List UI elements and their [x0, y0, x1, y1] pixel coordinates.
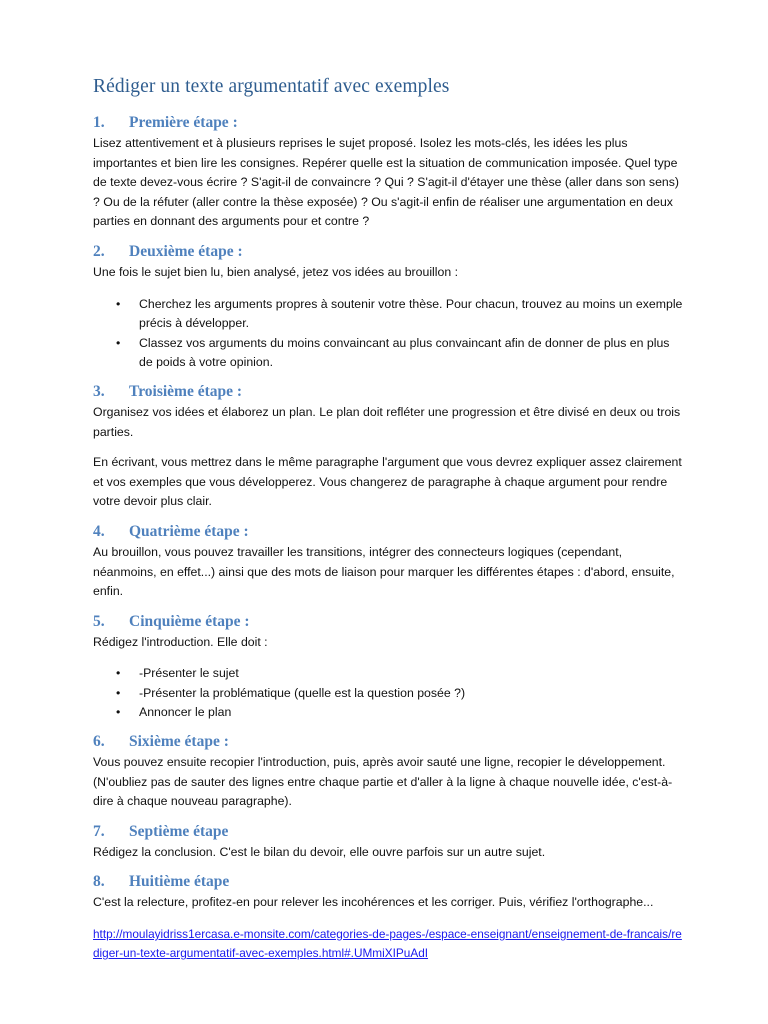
section-title: Première étape : [129, 114, 238, 131]
document-content [93, 76, 683, 963]
section-paragraph: Lisez attentivement et à plusieurs reprises le sujet proposé. Isolez les mots-clés, les idées les plus importantes et bien lire les consignes. Repérer quelle est la situation de communication imposée. Quel type de texte devez-vous écrire ? S'agit-il de convaincre ? Qui ? S'agit-il d'étayer une thèse (aller dans son sens) ? Ou de la réfuter (aller contre la thèse exposée) ? Ou s'agit-il enfin de réaliser une argumentation en deux parties en donnant des arguments pour et contre ? [93, 136, 679, 229]
list-item [93, 684, 683, 704]
section-heading [93, 613, 683, 631]
section-title: Septième étape [129, 822, 229, 840]
section-5 [93, 613, 683, 723]
section-heading [93, 873, 683, 891]
source-link[interactable]: http://moulayidriss1ercasa.e-monsite.com/categories-de-pages-/espace-enseignant/enseignement-de-francais/rediger-un-texte-argumentatif-avec-exemples.html#.UMmiXIPuAdI [93, 927, 682, 961]
section-number: 5. [93, 612, 105, 630]
section-number: 2. [93, 242, 105, 260]
section-heading [93, 383, 683, 401]
bullet-icon: • [116, 296, 121, 311]
bullet-icon: • [116, 685, 121, 700]
section-heading [93, 823, 683, 841]
section-8 [93, 873, 683, 913]
section-paragraph: C'est la relecture, profitez-en pour relever les incohérences et les corriger. Puis, vérifiez l'orthographe... [93, 895, 654, 910]
list-item-text: -Présenter le sujet [139, 666, 239, 681]
list-item-text: Annoncer le plan [139, 705, 232, 720]
section-title: Deuxième étape : [129, 242, 243, 260]
section-paragraph: Rédigez la conclusion. C'est le bilan du devoir, elle ouvre parfois sur un autre sujet. [93, 844, 546, 859]
section-heading [93, 523, 683, 541]
bullet-list [93, 295, 683, 373]
section-number: 6. [93, 733, 105, 751]
section-number: 3. [93, 382, 105, 400]
list-item [93, 295, 683, 334]
section-1 [93, 114, 683, 232]
list-item-text: -Présenter la problématique (quelle est la question posée ?) [139, 685, 466, 700]
section-paragraph: Organisez vos idées et élaborez un plan. Le plan doit refléter une progression et être divisé en deux ou trois parties. [93, 404, 681, 439]
section-title: Huitième étape [129, 873, 230, 891]
bullet-icon: • [116, 705, 121, 720]
document-title: Rédiger un texte argumentatif avec exemples [93, 76, 450, 97]
bullet-icon: • [116, 335, 121, 350]
list-item [93, 334, 683, 373]
section-paragraph: En écrivant, vous mettrez dans le même paragraphe l'argument que vous devrez expliquer assez clairement et vos exemples que vous développerez. Vous changerez de paragraphe à chaque argument pour rendre votre devoir plus clair. [93, 455, 682, 509]
section-heading [93, 114, 683, 132]
section-3 [93, 383, 683, 512]
section-paragraph: Au brouillon, vous pouvez travailler les transitions, intégrer des connecteurs logiques (cependant, néanmoins, en effet...) ainsi que des mots de liaison pour marquer les différentes étapes : d'abord, ensuite, enfin. [93, 544, 675, 599]
bullet-icon: • [116, 666, 121, 681]
section-paragraph: Une fois le sujet bien lu, bien analysé, jetez vos idées au brouillon : [93, 264, 459, 279]
bullet-list [93, 664, 683, 723]
section-number: 1. [93, 114, 105, 131]
list-item [93, 664, 683, 684]
section-title: Sixième étape : [129, 733, 229, 751]
list-item-text: Cherchez les arguments propres à soutenir votre thèse. Pour chacun, trouvez au moins un exemple précis à développer. [139, 296, 683, 331]
section-number: 7. [93, 822, 105, 840]
section-title: Quatrième étape : [129, 522, 249, 540]
section-number: 4. [93, 522, 105, 540]
list-item [93, 703, 683, 723]
section-title: Troisième étape : [129, 382, 243, 400]
list-item-text: Classez vos arguments du moins convaincant au plus convaincant afin de donner de plus en plus de poids à votre opinion. [139, 335, 670, 370]
section-7 [93, 823, 683, 863]
section-2 [93, 243, 683, 373]
section-number: 8. [93, 873, 105, 891]
section-paragraph: Vous pouvez ensuite recopier l'introduction, puis, après avoir sauté une ligne, recopier le développement. (N'oubliez pas de sauter des lignes entre chaque partie et d'aller à la ligne à chaque nouvelle idée, c'est-à-dire à chaque nouveau paragraphe). [93, 755, 673, 809]
section-heading [93, 243, 683, 261]
section-heading [93, 733, 683, 751]
section-6 [93, 733, 683, 812]
section-title: Cinquième étape : [129, 612, 250, 630]
section-paragraph: Rédigez l'introduction. Elle doit : [93, 634, 268, 649]
section-4 [93, 523, 683, 602]
